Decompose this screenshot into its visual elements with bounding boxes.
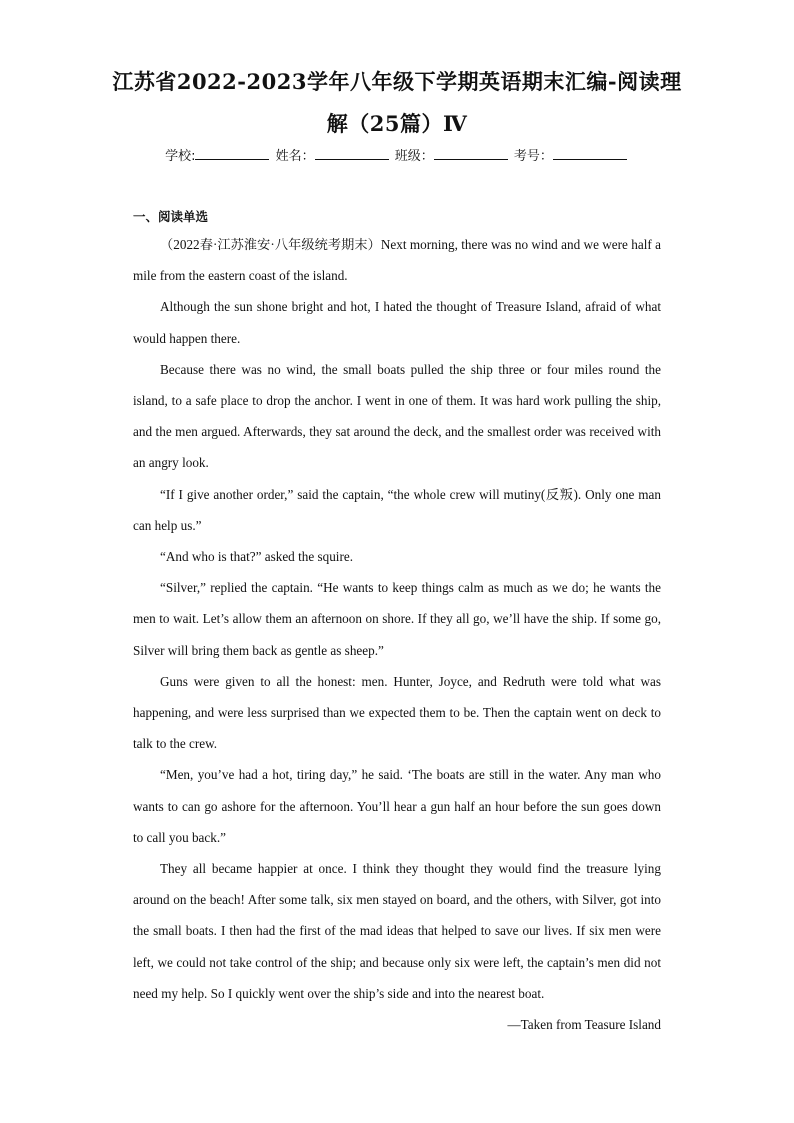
paragraph: “If I give another order,” said the captain, “the whole crew will mutiny(反叛). Only one man can help us.” [133, 486, 661, 533]
passage-source: —Taken from Teasure Island [507, 1017, 661, 1033]
paragraph: “Men, you’ve had a hot, tiring day,” he said. ‘The boats are still in the water. Any man who wants to can go ashore for the afternoon. You’ll hear a gun half an hour before the sun goes down to call you back.” [133, 767, 661, 845]
page-title-line2: 解（25篇）Ⅳ [326, 111, 468, 136]
exam-number-label: 考号： [513, 149, 553, 164]
paragraph: “And who is that?” asked the squire. [160, 549, 353, 565]
name-blank[interactable] [315, 147, 389, 160]
class-label: 班级： [394, 149, 434, 164]
student-info-row [0, 145, 794, 164]
paragraph: Guns were given to all the honest: men. Hunter, Joyce, and Redruth were told what was happening, and were less surprised than we expected them to be. Then the captain went on deck to talk to the crew. [133, 673, 661, 752]
section-heading: 一、阅读单选 [133, 209, 209, 224]
school-blank[interactable] [195, 147, 269, 160]
page-title-line1: 江苏省2022-2023学年八年级下学期英语期末汇编-阅读理 [112, 69, 682, 94]
paragraph: （2022春·江苏淮安·八年级统考期末）Next morning, there was no wind and we were half a mile from the eastern coast of the island. [133, 237, 661, 284]
exam-number-blank[interactable] [553, 147, 627, 160]
reading-passage [133, 229, 661, 1040]
name-label: 姓名： [275, 149, 315, 164]
paragraph: They all became happier at once. I think they thought they would find the treasure lying around on the beach! After some talk, six men stayed on board, and the others, with Silver, got into the small boats. I then had the first of the mad ideas that helped to save our lives. If six men were left, we could not take control of the ship; and because only six were left, the captain’s men did not need my help. So I quickly went over the ship’s side and into the nearest boat. [133, 861, 661, 1001]
school-label: 学校: [165, 149, 196, 164]
paragraph: Because there was no wind, the small boats pulled the ship three or four miles round the island, to a safe place to drop the anchor. I went in one of them. It was hard work pulling the ship, and the men argued. Afterwards, they sat around the deck, and the smallest order was received with an angry look. [133, 361, 661, 471]
class-blank[interactable] [434, 147, 508, 160]
paragraph: Although the sun shone bright and hot, I hated the thought of Treasure Island, afraid of what would happen there. [133, 299, 661, 346]
paragraph: “Silver,” replied the captain. “He wants to keep things calm as much as we do; he wants the men to wait. Let’s allow them an afternoon on shore. If they all go, we’ll have the ship. If some go, Silver will bring them back as gentle as sheep.” [133, 580, 661, 658]
